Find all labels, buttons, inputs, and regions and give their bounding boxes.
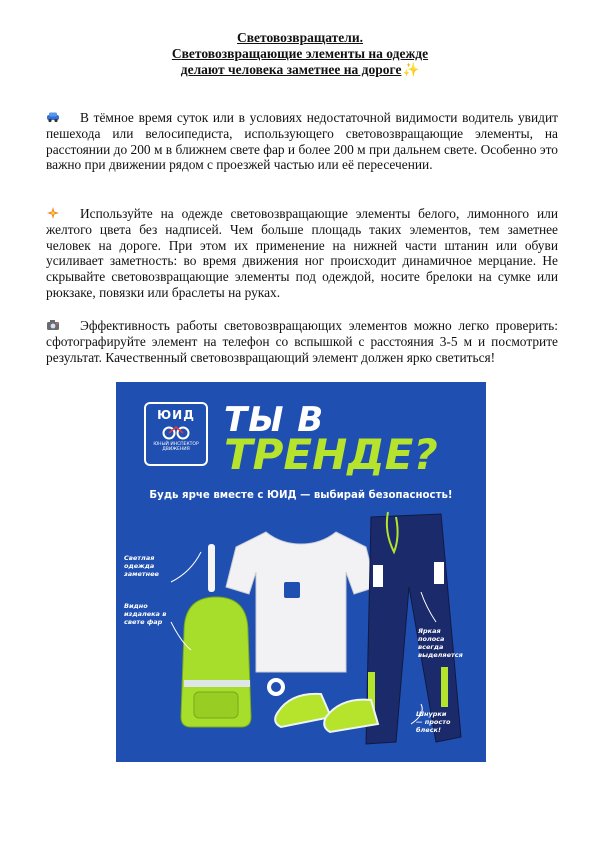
sparkle-emoji: ✨ (402, 62, 420, 77)
logo-text: ЮИД (157, 408, 195, 422)
car-icon (46, 111, 60, 123)
title-line-2: Световозвращающие элементы на одежде (171, 46, 429, 61)
poster-headline-2: ТРЕНДЕ? (224, 430, 438, 479)
poster-slogan: Будь ярче вместе с ЮИД — выбирай безопасность! (149, 490, 453, 501)
title-line-1: Световозвращатели. (237, 30, 363, 45)
pants-stripe-4 (441, 667, 448, 707)
document-title (0, 30, 600, 78)
pants-stripe-2 (434, 562, 444, 584)
yuid-logo (144, 402, 208, 466)
sneaker-left (275, 694, 331, 727)
wristband (208, 544, 215, 592)
paragraph-test (46, 318, 558, 365)
camera-icon (46, 319, 60, 331)
paragraph-text: В тёмное время суток или в условиях недостаточной видимости водитель увидит пешехода или велосипедиста, использующего световозвращающие элементы, на расстоянии до 200 м в ближнем свете фар и более 200 м при дальнем свете. Особенно это важно при движении рядом с проезжей частью или её пересечении. (46, 110, 558, 173)
label-light-clothes: Светлая одежда заметнее (124, 554, 159, 578)
paragraph-usage (46, 206, 558, 301)
sparkle-icon (46, 207, 60, 219)
paragraph-text: Эффективность работы световозвращающих элементов можно легко проверить: сфотографируйте элемент на телефон со вспышкой с расстояния 3-5 м и посмотрите результат. Качественный световозвращающий элемент должен ярко светиться! (46, 318, 558, 365)
logo-subtitle: ЮНЫЙ ИНСПЕКТОР ДВИЖЕНИЯ (153, 442, 199, 452)
paragraph-visibility (46, 110, 558, 173)
paragraph-text: Используйте на одежде световозвращающие элементы белого, лимонного или желтого цвета без надписей. Чем больше площадь таких элементов, тем заметнее человек на дороге. При этом их применение на нижней части штанин или обуви усиливает заметность: во время движения ног происходит динамичное мерцание. Не скрывайте световозвращающие элементы под одеждой, носите брелоки на сумке или рюкзаке, повязки или браслеты на руках. (46, 206, 558, 300)
tshirt-badge (284, 582, 300, 598)
label-stripe: Яркая полоса всегда выделяется (418, 627, 463, 659)
title-line-3 (0, 62, 600, 78)
backpack-stripe (184, 680, 250, 687)
title-line-3-text: делают человека заметнее на дороге (180, 62, 402, 77)
poster-headline-1: ТЫ В (224, 400, 325, 440)
pants-stripe-1 (373, 565, 383, 587)
bicycle-icon (162, 424, 190, 440)
label-laces: Шнурки — просто блеск! (416, 710, 451, 734)
label-bag: Видно издалека в свете фар (124, 602, 167, 626)
arrow-1 (171, 552, 201, 582)
backpack-pocket (194, 692, 238, 718)
poster-image (116, 382, 486, 762)
